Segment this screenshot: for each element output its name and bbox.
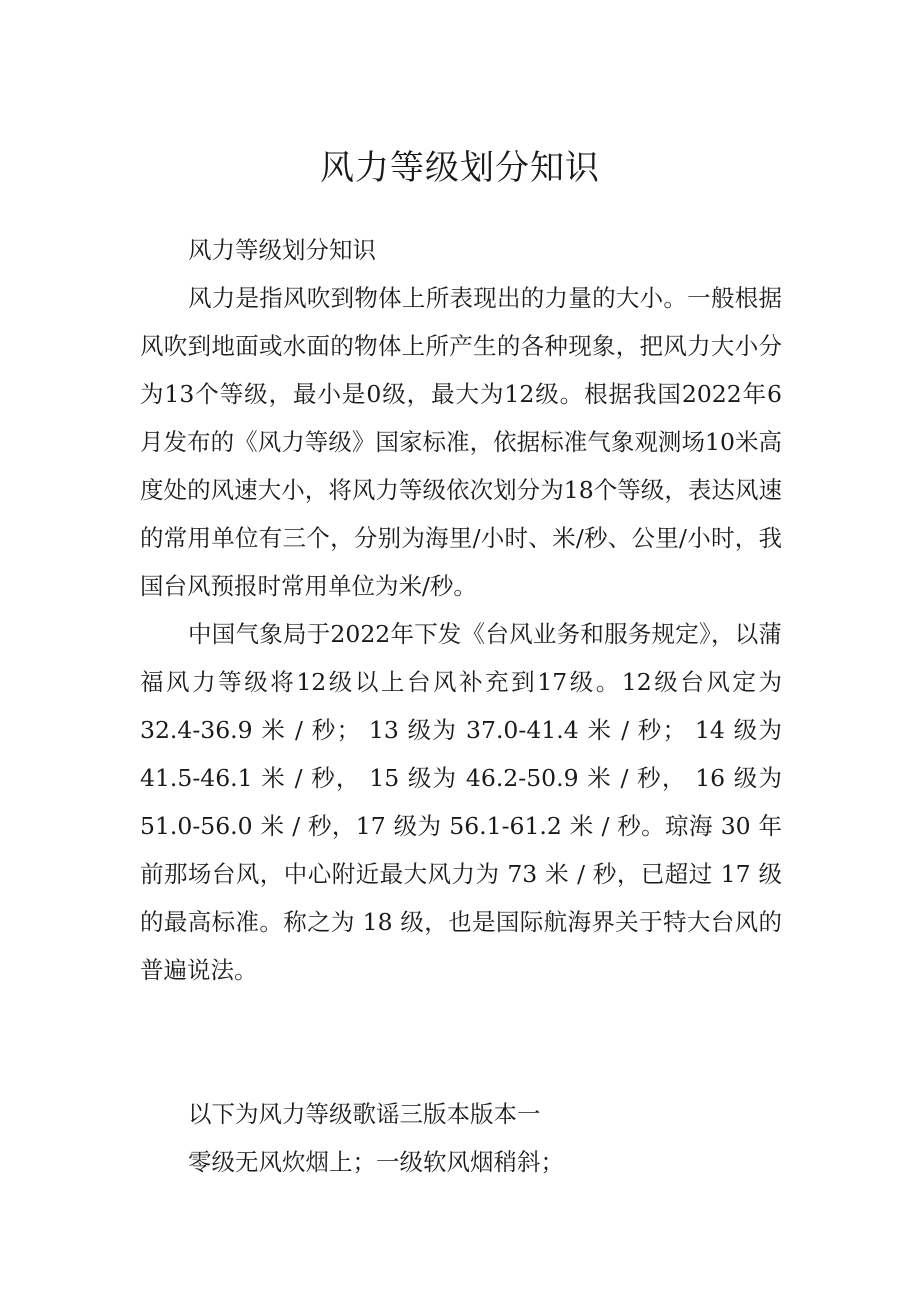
song-line-paragraph: 零级无风炊烟上；一级软风烟稍斜；	[188, 1148, 564, 1176]
song-intro-paragraph: 以下为风力等级歌谣三版本版本一	[188, 1100, 541, 1128]
document-title: 风力等级划分知识	[320, 148, 600, 188]
wind-force-definition-paragraph: 风力是指风吹到物体上所表现出的力量的大小。一般根据风吹到地面或水面的物体上所产生的各种现象，把风力大小分为13个等级，最小是0级，最大为12级。根据我国2022年6月发布的《风力等级》国家标准，依据标准气象观测场10米高度处的风速大小，将风力等级依次划分为18个等级，表达风速的常用单位有三个，分别为海里/小时、米/秒、公里/小时，我国台风预报时常用单位为米/秒。	[140, 284, 782, 600]
subtitle-paragraph: 风力等级划分知识	[188, 236, 376, 264]
document-body	[140, 226, 782, 1186]
paragraph-spacer	[140, 994, 782, 1090]
typhoon-grade-paragraph: 中国气象局于2022年下发《台风业务和服务规定》，以蒲福风力等级将12级以上台风补充到17级。12级台风定为32.4-36.9 米 / 秒； 13 级为 37.0-41.4 米 / 秒； 14 级为 41.5-46.1 米 / 秒， 15 级为 46.2-50.9 米 / 秒， 16 级为 51.0-56.0 米 / 秒，17 级为 56.1-61.2 米 / 秒。琼海 30 年前那场台风，中心附近最大风力为 73 米 / 秒，已超过 17 级的最高标准。称之为 18 级，也是国际航海界关于特大台风的普遍说法。	[140, 620, 782, 984]
